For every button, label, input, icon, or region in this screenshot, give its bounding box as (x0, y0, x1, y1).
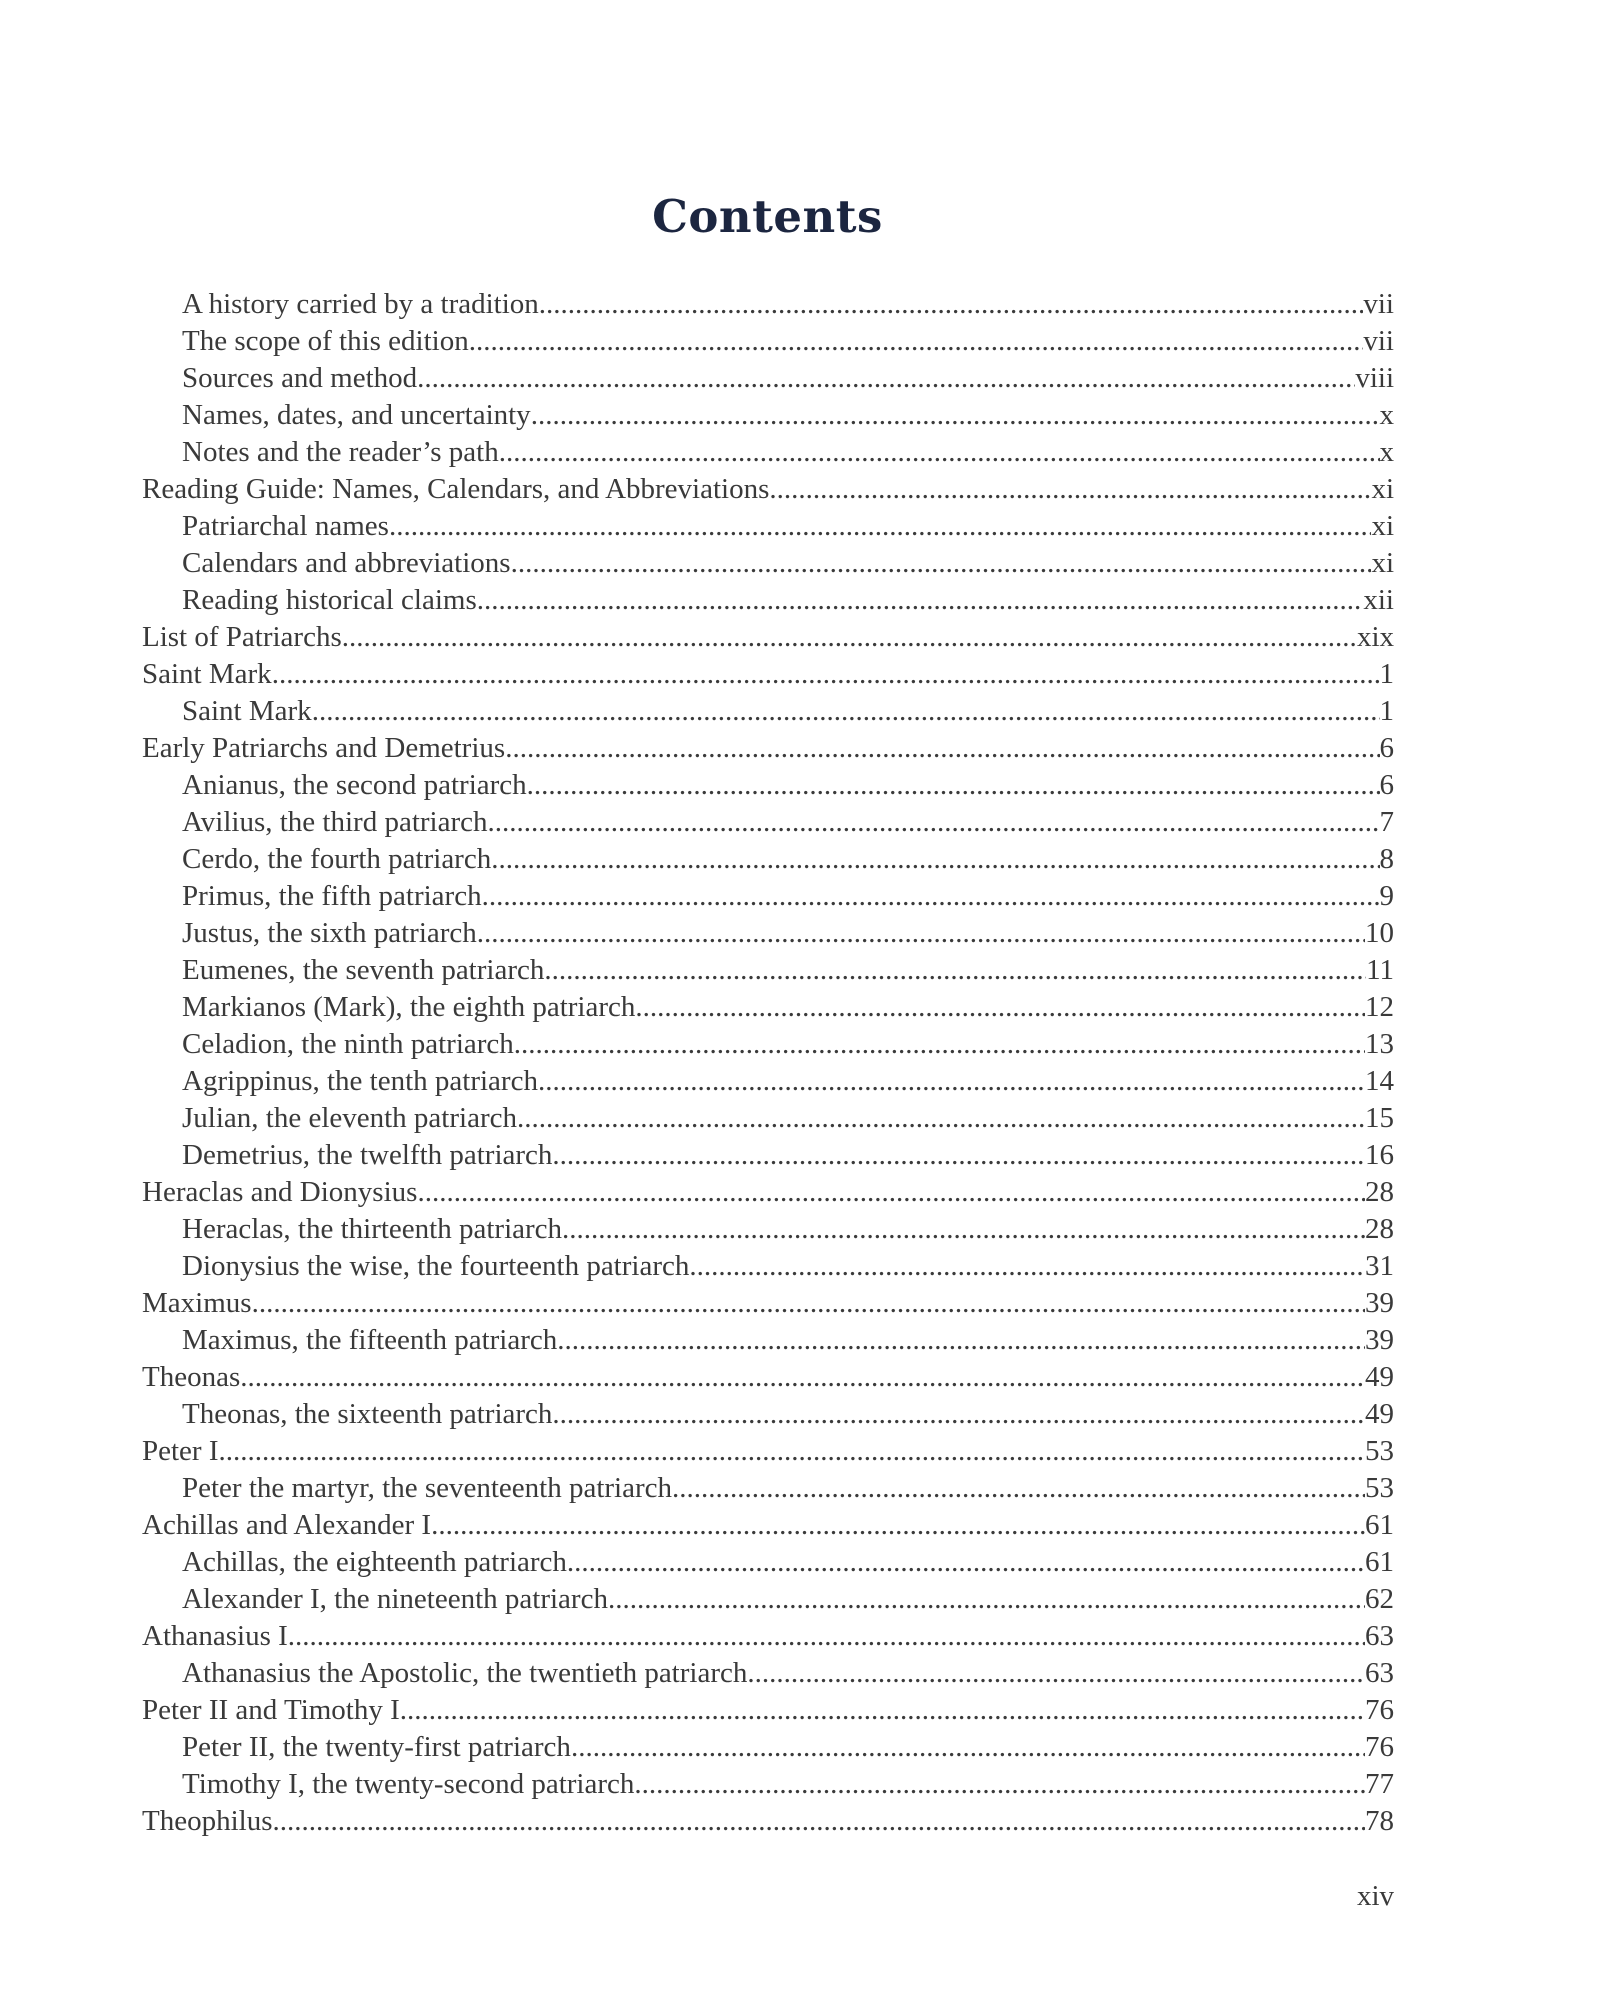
dot-leader (219, 1433, 1366, 1470)
toc-entry-title: Justus, the sixth patriarch (182, 917, 477, 949)
toc-section-entry[interactable] (142, 582, 1394, 619)
toc-section-entry[interactable] (142, 545, 1394, 582)
toc-entry-page: 10 (1365, 917, 1394, 949)
toc-section-entry[interactable] (142, 804, 1394, 841)
toc-entry-title: Markianos (Mark), the eighth patriarch (182, 991, 636, 1023)
toc-entry-title: List of Patriarchs (142, 621, 342, 653)
dot-leader (689, 1248, 1365, 1285)
toc-entry-page: viii (1355, 362, 1394, 394)
dot-leader (400, 1692, 1365, 1729)
dot-leader (539, 286, 1364, 323)
toc-entry-title: Peter II and Timothy I (142, 1694, 400, 1726)
toc-entry-title: Saint Mark (142, 658, 272, 690)
dot-leader (312, 693, 1380, 730)
toc-entry-title: Julian, the eleventh patriarch (182, 1102, 517, 1134)
dot-leader (747, 1655, 1365, 1692)
dot-leader (544, 952, 1366, 989)
dot-leader (252, 1285, 1365, 1322)
toc-entry-page: 62 (1365, 1583, 1394, 1615)
toc-chapter-entry[interactable] (142, 1803, 1394, 1840)
dot-leader (517, 1100, 1365, 1137)
toc-entry-page: 61 (1365, 1546, 1394, 1578)
toc-entry-title: Peter the martyr, the seventeenth patriarch (182, 1472, 673, 1504)
dot-leader (567, 1544, 1365, 1581)
toc-entry-title: Achillas, the eighteenth patriarch (182, 1546, 567, 1578)
toc-entry-title: Eumenes, the seventh patriarch (182, 954, 545, 986)
toc-entry-title: Theophilus (142, 1805, 273, 1837)
toc-entry-title: Saint Mark (182, 695, 312, 727)
toc-section-entry[interactable] (142, 1544, 1394, 1581)
toc-chapter-entry[interactable] (142, 1507, 1394, 1544)
toc-section-entry[interactable] (142, 915, 1394, 952)
toc-entry-title: Sources and method (182, 362, 418, 394)
toc-entry-title: Patriarchal names (182, 510, 389, 542)
toc-entry-page: 13 (1365, 1028, 1394, 1060)
dot-leader (634, 1766, 1365, 1803)
toc-entry-title: Heraclas and Dionysius (142, 1176, 418, 1208)
toc-entry-title: A history carried by a tradition (182, 288, 539, 320)
toc-section-entry[interactable] (142, 1766, 1394, 1803)
dot-leader (511, 545, 1372, 582)
dot-leader (527, 767, 1380, 804)
dot-leader (482, 878, 1380, 915)
toc-entry-title: Timothy I, the twenty-second patriarch (182, 1768, 635, 1800)
dot-leader (417, 1174, 1365, 1211)
toc-entry-page: x (1379, 436, 1394, 468)
toc-section-entry[interactable] (142, 1248, 1394, 1285)
toc-entry-page: 53 (1365, 1435, 1394, 1467)
toc-entry-page: 7 (1379, 806, 1394, 838)
toc-chapter-entry[interactable] (142, 1285, 1394, 1322)
toc-entry-page: xi (1371, 473, 1394, 505)
toc-section-entry[interactable] (142, 1729, 1394, 1766)
toc-section-entry[interactable] (142, 878, 1394, 915)
dot-leader (431, 1507, 1365, 1544)
toc-section-entry[interactable] (142, 1396, 1394, 1433)
toc-entry-page: 39 (1365, 1324, 1394, 1356)
toc-entry-title: Dionysius the wise, the fourteenth patriarch (182, 1250, 690, 1282)
dot-leader (469, 323, 1364, 360)
dot-leader (531, 397, 1380, 434)
toc-entry-page: 6 (1379, 769, 1394, 801)
toc-section-entry[interactable] (142, 1211, 1394, 1248)
toc-entry-title: Athanasius the Apostolic, the twentieth patriarch (182, 1657, 748, 1689)
dot-leader (635, 989, 1365, 1026)
dot-leader (562, 1211, 1365, 1248)
toc-entry-page: xii (1363, 584, 1394, 616)
toc-entry-page: 53 (1365, 1472, 1394, 1504)
toc-entry-title: Notes and the reader’s path (182, 436, 499, 468)
toc-chapter-entry[interactable] (142, 471, 1394, 508)
toc-section-entry[interactable] (142, 1026, 1394, 1063)
toc-entry-page: 77 (1365, 1768, 1394, 1800)
toc-entry-page: 11 (1366, 954, 1394, 986)
toc-section-entry[interactable] (142, 1470, 1394, 1507)
toc-entry-page: 78 (1365, 1805, 1394, 1837)
toc-entry-title: Athanasius I (142, 1620, 288, 1652)
dot-leader (273, 1803, 1366, 1840)
toc-entry-title: Names, dates, and uncertainty (182, 399, 531, 431)
toc-entry-page: 6 (1379, 732, 1394, 764)
toc-entry-title: Calendars and abbreviations (182, 547, 511, 579)
toc-section-entry[interactable] (142, 397, 1394, 434)
toc-section-entry[interactable] (142, 1581, 1394, 1618)
toc-entry-title: Cerdo, the fourth patriarch (182, 843, 492, 875)
toc-entry-title: Celadion, the ninth patriarch (182, 1028, 514, 1060)
toc-section-entry[interactable] (142, 286, 1394, 323)
page-number: xiv (1356, 1880, 1394, 1912)
toc-entry-page: 28 (1365, 1176, 1394, 1208)
toc-entry-page: 63 (1365, 1620, 1394, 1652)
dot-leader (538, 1063, 1365, 1100)
dot-leader (552, 1396, 1365, 1433)
toc-section-entry[interactable] (142, 360, 1394, 397)
toc-section-entry[interactable] (142, 434, 1394, 471)
toc-entry-page: 1 (1379, 658, 1394, 690)
toc-section-entry[interactable] (142, 952, 1394, 989)
toc-section-entry[interactable] (142, 508, 1394, 545)
toc-entry-title: Heraclas, the thirteenth patriarch (182, 1213, 563, 1245)
toc-entry-title: Demetrius, the twelfth patriarch (182, 1139, 553, 1171)
toc-entry-page: vii (1363, 288, 1394, 320)
toc-section-entry[interactable] (142, 1137, 1394, 1174)
dot-leader (477, 582, 1364, 619)
dot-leader (389, 508, 1372, 545)
dot-leader (488, 804, 1380, 841)
page-title: Contents (652, 190, 883, 243)
toc-section-entry[interactable] (142, 1655, 1394, 1692)
toc-entry-page: xi (1371, 547, 1394, 579)
toc-chapter-entry[interactable] (142, 619, 1394, 656)
toc-section-entry[interactable] (142, 693, 1394, 730)
dot-leader (240, 1359, 1365, 1396)
toc-entry-title: Anianus, the second patriarch (182, 769, 527, 801)
toc-entry-page: vii (1363, 325, 1394, 357)
dot-leader (499, 434, 1380, 471)
toc-entry-page: 8 (1379, 843, 1394, 875)
dot-leader (557, 1322, 1365, 1359)
toc-entry-page: xix (1356, 621, 1394, 653)
toc-section-entry[interactable] (142, 1100, 1394, 1137)
toc-entry-title: Avilius, the third patriarch (182, 806, 488, 838)
toc-entry-title: Early Patriarchs and Demetrius (142, 732, 506, 764)
toc-chapter-entry[interactable] (142, 1174, 1394, 1211)
toc-entry-page: 28 (1365, 1213, 1394, 1245)
toc-entry-title: Primus, the fifth patriarch (182, 880, 482, 912)
toc-entry-title: The scope of this edition (182, 325, 469, 357)
toc-section-entry[interactable] (142, 1063, 1394, 1100)
toc-entry-page: 14 (1365, 1065, 1394, 1097)
toc-entry-page: 16 (1365, 1139, 1394, 1171)
toc-entry-page: 1 (1379, 695, 1394, 727)
toc-section-entry[interactable] (142, 989, 1394, 1026)
toc-entry-page: 76 (1365, 1731, 1394, 1763)
toc-chapter-entry[interactable] (142, 1359, 1394, 1396)
toc-entry-page: 15 (1365, 1102, 1394, 1134)
dot-leader (505, 730, 1379, 767)
dot-leader (571, 1729, 1365, 1766)
dot-leader (769, 471, 1371, 508)
dot-leader (477, 915, 1365, 952)
toc-section-entry[interactable] (142, 323, 1394, 360)
toc-entry-title: Reading Guide: Names, Calendars, and Abbreviations (142, 473, 770, 505)
toc-entry-title: Theonas, the sixteenth patriarch (182, 1398, 553, 1430)
toc-chapter-entry[interactable] (142, 1692, 1394, 1729)
dot-leader (288, 1618, 1365, 1655)
toc-entry-title: Maximus (142, 1287, 252, 1319)
toc-entry-title: Peter II, the twenty-first patriarch (182, 1731, 571, 1763)
toc-entry-title: Agrippinus, the tenth patriarch (182, 1065, 538, 1097)
toc-entry-page: 76 (1365, 1694, 1394, 1726)
toc-entry-page: 31 (1365, 1250, 1394, 1282)
toc-entry-page: x (1379, 399, 1394, 431)
dot-leader (491, 841, 1379, 878)
dot-leader (417, 360, 1355, 397)
dot-leader (672, 1470, 1365, 1507)
toc-entry-page: 63 (1365, 1657, 1394, 1689)
toc-entry-title: Peter I (142, 1435, 219, 1467)
toc-entry-title: Theonas (142, 1361, 241, 1393)
toc-chapter-entry[interactable] (142, 1618, 1394, 1655)
dot-leader (552, 1137, 1365, 1174)
toc-chapter-entry[interactable] (142, 730, 1394, 767)
toc-entry-page: 12 (1365, 991, 1394, 1023)
table-of-contents (142, 286, 1394, 1840)
toc-section-entry[interactable] (142, 1322, 1394, 1359)
dot-leader (342, 619, 1357, 656)
toc-entry-title: Reading historical claims (182, 584, 477, 616)
toc-entry-page: 61 (1365, 1509, 1394, 1541)
dot-leader (272, 656, 1380, 693)
toc-chapter-entry[interactable] (142, 656, 1394, 693)
toc-entry-page: 9 (1379, 880, 1394, 912)
toc-entry-page: 49 (1365, 1361, 1394, 1393)
toc-section-entry[interactable] (142, 841, 1394, 878)
toc-chapter-entry[interactable] (142, 1433, 1394, 1470)
toc-section-entry[interactable] (142, 767, 1394, 804)
toc-entry-page: 49 (1365, 1398, 1394, 1430)
toc-entry-page: 39 (1365, 1287, 1394, 1319)
toc-entry-title: Alexander I, the nineteenth patriarch (182, 1583, 608, 1615)
toc-entry-page: xi (1371, 510, 1394, 542)
dot-leader (608, 1581, 1365, 1618)
dot-leader (514, 1026, 1365, 1063)
toc-entry-title: Achillas and Alexander I (142, 1509, 432, 1541)
toc-entry-title: Maximus, the fifteenth patriarch (182, 1324, 558, 1356)
